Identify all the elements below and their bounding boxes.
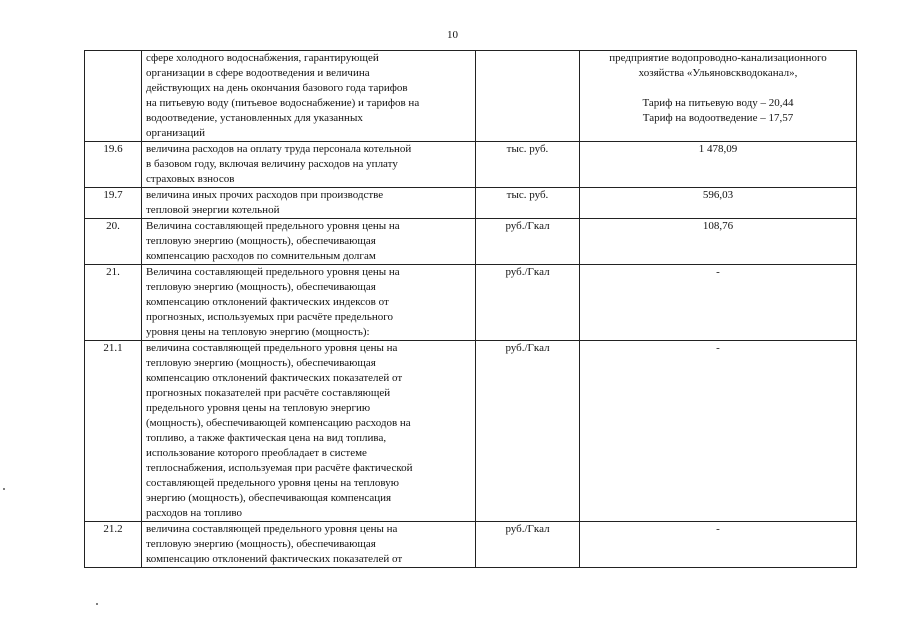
description-line: топливо, а также фактическая цена на вид топлива, xyxy=(146,432,387,444)
data-table xyxy=(84,50,857,568)
description-line: на питьевую воду (питьевое водоснабжение) и тарифов на xyxy=(146,97,420,109)
value-spacer xyxy=(584,81,852,96)
row-unit: тыс. руб. xyxy=(476,188,580,219)
value-line: предприятие водопроводно-канализационного xyxy=(609,52,827,64)
value-line: 596,03 xyxy=(702,189,734,201)
description-line: страховых взносов xyxy=(146,173,235,185)
description-line: в базовом году, включая величину расходов на уплату xyxy=(146,158,398,170)
row-unit: тыс. руб. xyxy=(476,142,580,188)
row-description xyxy=(142,142,476,188)
row-number: 19.7 xyxy=(85,188,142,219)
description-line: организаций xyxy=(146,127,206,139)
description-line: действующих на день окончания базового года тарифов xyxy=(146,82,408,94)
row-unit: руб./Гкал xyxy=(476,341,580,522)
description-line: сфере холодного водоснабжения, гарантирующей xyxy=(146,52,379,64)
description-line: величина иных прочих расходов при производстве xyxy=(146,189,384,201)
description-line: уровня цены на тепловую энергию (мощность): xyxy=(146,326,370,338)
row-unit xyxy=(476,51,580,142)
value-line: Тариф на питьевую воду – 20,44 xyxy=(642,97,794,109)
description-line: величина составляющей предельного уровня цены на xyxy=(146,342,398,354)
description-line: компенсацию отклонений фактических индексов от xyxy=(146,296,389,308)
value-line: Тариф на водоотведение – 17,57 xyxy=(642,112,794,124)
row-value xyxy=(580,188,857,219)
description-line: прогнозных показателей при расчёте составляющей xyxy=(146,387,391,399)
description-line: организации в сфере водоотведения и величина xyxy=(146,67,370,79)
value-line: 1 478,09 xyxy=(698,143,738,155)
value-line: - xyxy=(716,266,720,278)
scan-speck xyxy=(96,603,98,605)
description-line: величина расходов на оплату труда персонала котельной xyxy=(146,143,412,155)
description-line: теплоснабжения, используемая при расчёте фактической xyxy=(146,462,413,474)
description-line: Величина составляющей предельного уровня цены на xyxy=(146,266,400,278)
row-unit: руб./Гкал xyxy=(476,219,580,265)
table-row xyxy=(85,341,857,522)
value-line: - xyxy=(716,342,720,354)
description-line: тепловую энергию (мощность), обеспечивающая xyxy=(146,281,376,293)
row-value xyxy=(580,142,857,188)
description-line: Величина составляющей предельного уровня цены на xyxy=(146,220,400,232)
description-line: прогнозных, используемых при расчёте предельного xyxy=(146,311,394,323)
table-row xyxy=(85,265,857,341)
description-line: компенсацию отклонений фактических показателей от xyxy=(146,553,403,565)
row-description xyxy=(142,219,476,265)
value-line: - xyxy=(716,523,720,535)
table-row xyxy=(85,522,857,568)
row-value xyxy=(580,219,857,265)
description-line: энергию (мощность), обеспечивающая компенсация xyxy=(146,492,392,504)
row-number xyxy=(85,51,142,142)
row-description xyxy=(142,522,476,568)
row-value xyxy=(580,265,857,341)
description-line: составляющей предельного уровня цены на тепловую xyxy=(146,477,399,489)
description-line: водоотведение, установленных для указанных xyxy=(146,112,363,124)
row-number: 21.2 xyxy=(85,522,142,568)
row-number: 21. xyxy=(85,265,142,341)
table-row xyxy=(85,51,857,142)
description-line: тепловой энергии котельной xyxy=(146,204,280,216)
description-line: компенсацию расходов по сомнительным долгам xyxy=(146,250,376,262)
description-line: (мощность), обеспечивающей компенсацию расходов на xyxy=(146,417,411,429)
scan-speck xyxy=(3,488,5,490)
description-line: тепловую энергию (мощность), обеспечивающая xyxy=(146,235,376,247)
description-line: тепловую энергию (мощность), обеспечивающая xyxy=(146,357,376,369)
description-line: тепловую энергию (мощность), обеспечивающая xyxy=(146,538,376,550)
table-body xyxy=(85,51,857,568)
row-value xyxy=(580,51,857,142)
value-line: хозяйства «Ульяновскводоканал», xyxy=(638,67,798,79)
row-description xyxy=(142,188,476,219)
description-line: компенсацию отклонений фактических показателей от xyxy=(146,372,403,384)
value-line: 108,76 xyxy=(702,220,734,232)
table-row xyxy=(85,188,857,219)
table-row xyxy=(85,219,857,265)
row-description xyxy=(142,51,476,142)
row-description xyxy=(142,265,476,341)
description-line: использование которого преобладает в системе xyxy=(146,447,367,459)
description-line: величина составляющей предельного уровня цены на xyxy=(146,523,398,535)
table-row xyxy=(85,142,857,188)
row-number: 19.6 xyxy=(85,142,142,188)
row-value xyxy=(580,522,857,568)
row-number: 20. xyxy=(85,219,142,265)
row-unit: руб./Гкал xyxy=(476,522,580,568)
row-value xyxy=(580,341,857,522)
row-description xyxy=(142,341,476,522)
row-unit: руб./Гкал xyxy=(476,265,580,341)
description-line: предельного уровня цены на тепловую энергию xyxy=(146,402,371,414)
row-number: 21.1 xyxy=(85,341,142,522)
page-number: 10 xyxy=(447,29,458,41)
description-line: расходов на топливо xyxy=(146,507,242,519)
